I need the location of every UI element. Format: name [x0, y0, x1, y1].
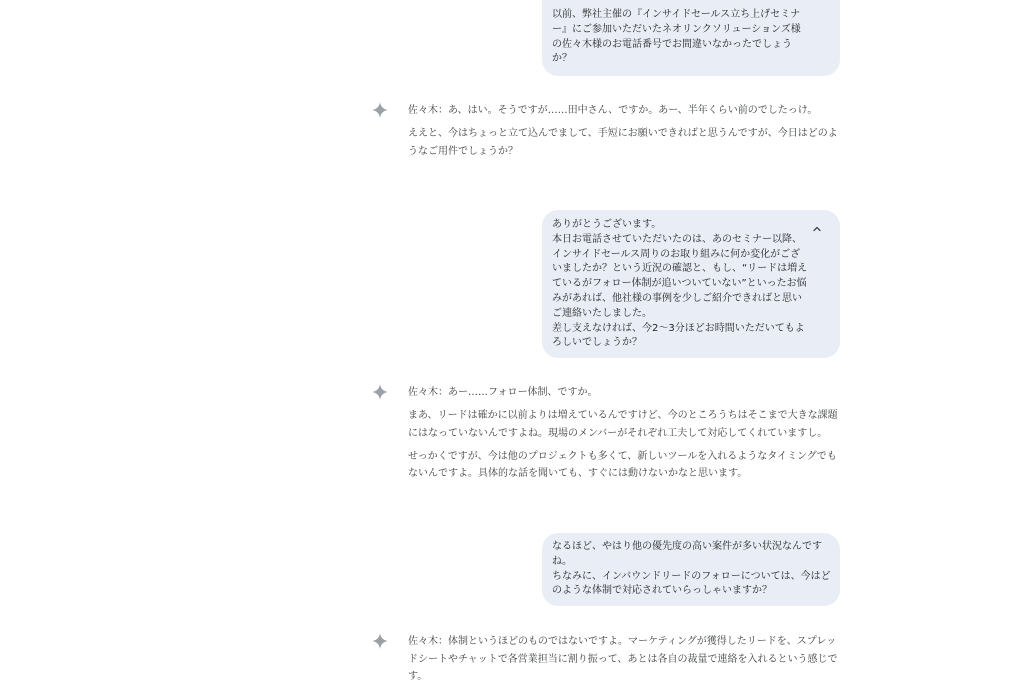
- message-line: なるほど、やはり他の優先度の高い案件が多い状況なんです: [552, 541, 822, 552]
- message-line: 本日お電話させていただいたのは、あのセミナー以降、: [552, 233, 802, 245]
- message-line: 差し支えなければ、今2〜3分ほどお時間いただいてもよ: [552, 322, 805, 334]
- message-line: ろしいでしょうか？: [552, 337, 642, 349]
- response-paragraph: 佐々木：あー……フォロー体制、ですか。: [408, 387, 598, 398]
- message-line: ね。: [552, 555, 572, 567]
- model-response-text: [408, 384, 838, 488]
- sparkle-icon: [372, 633, 388, 649]
- response-paragraph: せっかくですが、今は他のプロジェクトも多くて、新しいツールを入れるようなタイミングでもないんですよ。具体的な話を聞いても、すぐには動けないかなと思います。: [408, 450, 837, 479]
- chevron-up-icon[interactable]: [812, 224, 822, 234]
- message-line: ちなみに、インバウンドリードのフォローについては、今はど: [552, 570, 831, 582]
- sparkle-icon: [372, 384, 388, 400]
- model-response-text: [408, 633, 838, 690]
- sparkle-icon: [372, 102, 388, 118]
- message-line: の佐々木様のお電話番号でお間違いなかったでしょう: [552, 38, 792, 50]
- response-paragraph: 佐々木：体制というほどのものではないですよ。マーケティングが獲得したリードを、スプレッドシートやチャットで各営業担当に割り振って、あとは各自の裁量で連絡を入れるという感じです。: [408, 636, 838, 682]
- message-line: 以前、弊社主催の『インサイドセールス立ち上げセミナ: [552, 9, 801, 20]
- response-paragraph: ええと、今はちょっと立て込んでまして、手短にお願いできればと思うんですが、今日はどのようなご用件でしょうか？: [408, 128, 838, 157]
- message-line: いましたか？という近況の確認と、もし、“リードは増え: [552, 263, 808, 275]
- message-line: インサイドセールス周りのお取り組みに何か変化がござ: [552, 248, 801, 260]
- user-message: [542, 533, 840, 606]
- message-line: ありがとうございます。: [552, 219, 662, 230]
- message-line: のような体制で対応されていらっしゃいますか？: [552, 585, 772, 597]
- message-line: ー』にご参加いただいたネオリンクソリューションズ様: [552, 23, 801, 35]
- model-response-text: [408, 102, 838, 166]
- message-line: みがあれば、他社様の事例を少しご紹介できればと思い: [552, 292, 802, 304]
- message-line: か？: [552, 53, 572, 65]
- response-paragraph: まあ、リードは確かに以前よりは増えているんですけど、今のところうちはそこまで大きな課題にはなっていないんですよね。現場のメンバーがそれぞれ工夫して対応してくれていますし。: [408, 410, 838, 439]
- user-message: [542, 0, 840, 76]
- user-message: [542, 210, 840, 358]
- message-line: ているがフォロー体制が追いついていない”といったお悩: [552, 278, 807, 290]
- response-paragraph: 佐々木：あ、はい。そうですが……田中さん、ですか。あー、半年くらい前のでしたっけ。: [408, 105, 818, 116]
- message-line: ご連絡いたしました。: [552, 307, 652, 319]
